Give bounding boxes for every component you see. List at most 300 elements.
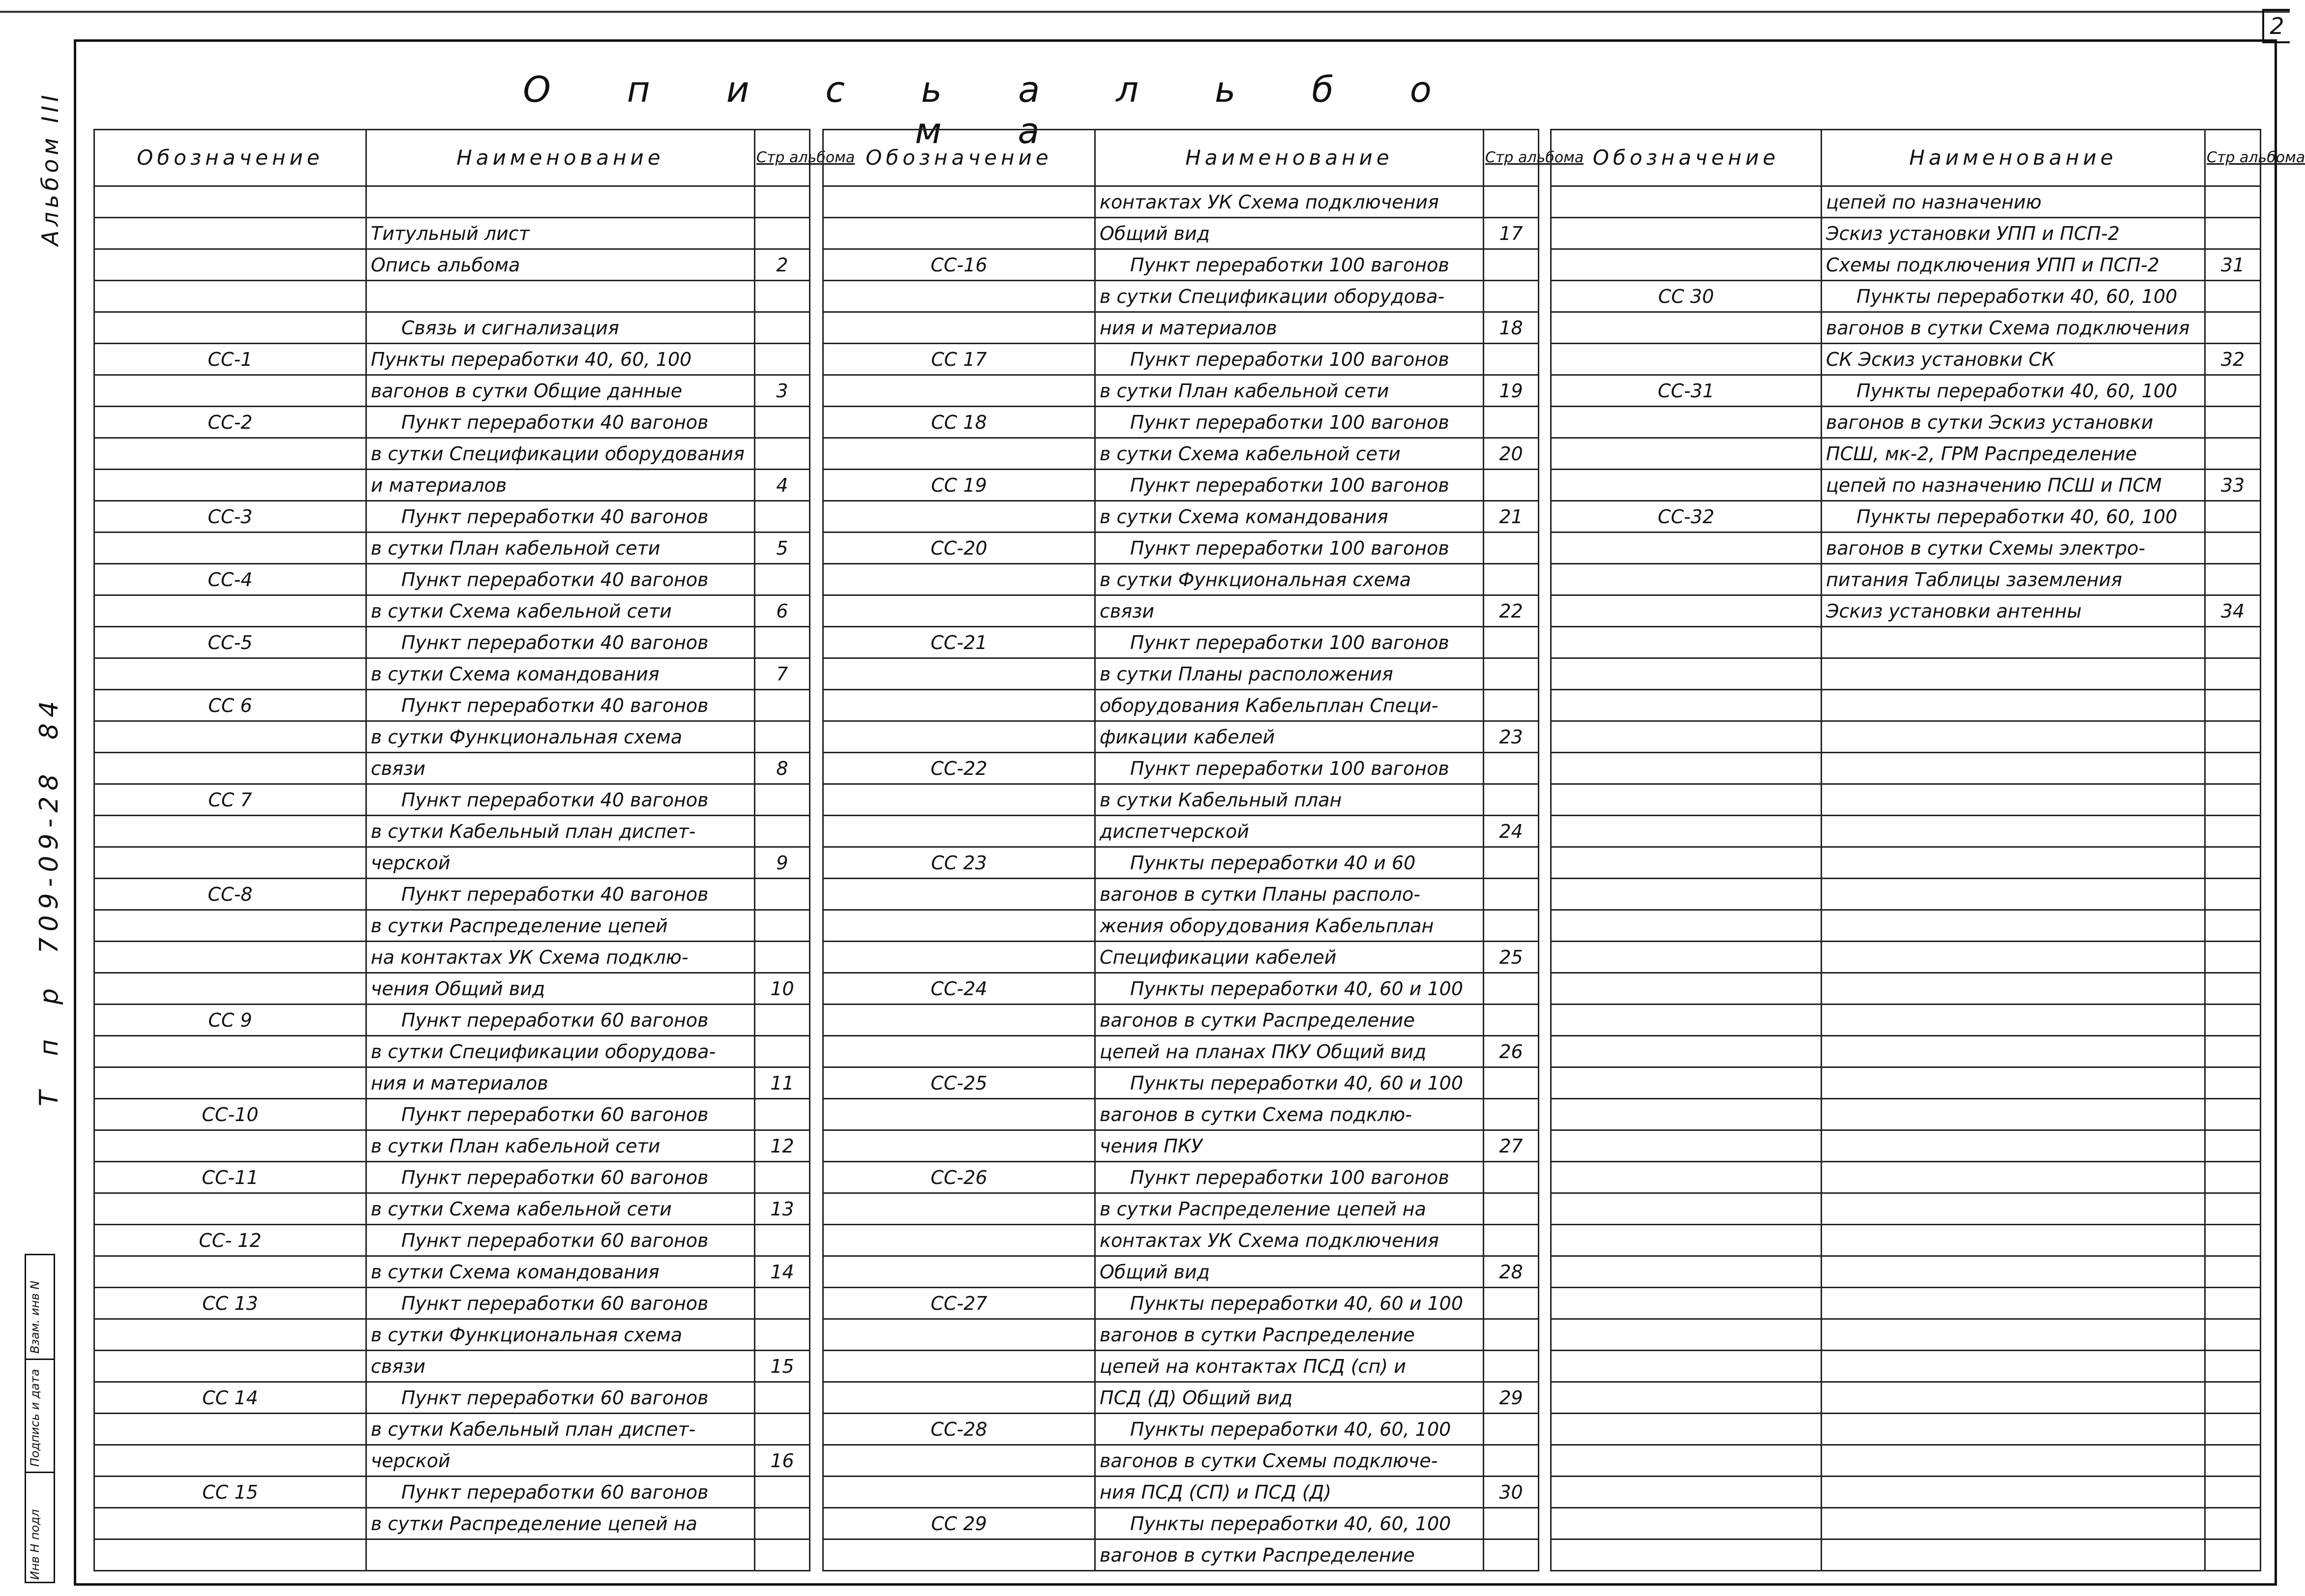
row-code: СС 23 [823,847,1095,879]
row-name: в сутки Схема кабельной сети [1095,438,1484,470]
stamp-label-replacement: Взам. инв N [28,1280,42,1354]
row-code [1551,564,1822,595]
row-name: Пункты переработки 40, 60, 100 [1822,501,2205,532]
empty-cell [1822,847,2205,879]
table-row [94,438,810,470]
row-page [1484,973,1539,1005]
row-name: ПСД (Д) Общий вид [1095,1382,1484,1414]
stamp-divider [26,1359,54,1360]
empty-cell [1551,1288,1822,1319]
table-row [94,501,810,532]
empty-cell [1822,1193,2205,1225]
empty-row [1551,1099,2261,1130]
table-row [94,344,810,375]
row-code [823,438,1095,470]
table-row [823,501,1539,532]
row-code: СС-20 [823,532,1095,564]
table-row [1551,407,2261,438]
empty-row [1551,690,2261,721]
empty-row [1551,1445,2261,1477]
row-code [823,375,1095,407]
row-name: Пункты переработки 40, 60, 100 [1822,281,2205,312]
row-name: в сутки Спецификации оборудования [366,438,755,470]
table-row [94,312,810,344]
row-code [823,879,1095,910]
row-page: 23 [1484,721,1539,753]
row-code [94,942,366,973]
row-name: цепей по назначению ПСШ и ПСМ [1822,470,2205,501]
row-name: в сутки Планы расположения [1095,658,1484,690]
sheet-number: 2 [2262,9,2290,43]
row-code: СС 14 [94,1382,366,1414]
row-name: цепей на контактах ПСД (сп) и [1095,1351,1484,1382]
row-page [755,1319,810,1351]
row-code [94,816,366,847]
table-row [1551,501,2261,532]
row-code [823,910,1095,942]
row-name: чения Общий вид [366,973,755,1005]
row-name: Пункты переработки 40, 60, 100 [366,344,755,375]
table-row [94,1414,810,1445]
row-page [755,501,810,532]
row-code: СС-11 [94,1162,366,1193]
row-page: 29 [1484,1382,1539,1414]
row-page: 22 [1484,595,1539,627]
empty-cell [2205,1225,2261,1256]
empty-row [1551,784,2261,816]
row-page [1484,1099,1539,1130]
row-page [1484,344,1539,375]
row-page [755,564,810,595]
row-code [823,1382,1095,1414]
empty-cell [2205,1099,2261,1130]
empty-cell [2205,816,2261,847]
row-name: связи [366,1351,755,1382]
row-page [755,721,810,753]
stamp-label-signature: Подпись и дата [28,1369,42,1467]
row-page [755,1162,810,1193]
row-page [2205,375,2261,407]
empty-cell [1551,1319,1822,1351]
empty-cell [2205,942,2261,973]
table-row [823,312,1539,344]
row-code [823,564,1095,595]
row-name: в сутки Схема командования [1095,501,1484,532]
row-page: 26 [1484,1036,1539,1067]
table-row [94,847,810,879]
table-row [94,1319,810,1351]
row-page [1484,658,1539,690]
row-code [823,1256,1095,1288]
empty-row [1551,753,2261,784]
row-name: в сутки План кабельной сети [366,532,755,564]
row-name: цепей по назначению [1822,186,2205,218]
table-row [823,186,1539,218]
row-name: Пункты переработки 40, 60, 100 [1095,1414,1484,1445]
row-code [94,532,366,564]
table-row [1551,564,2261,595]
row-name: черской [366,847,755,879]
row-name: Пункты переработки 40, 60 и 100 [1095,1288,1484,1319]
row-page [1484,910,1539,942]
table-row [94,1288,810,1319]
table-row [823,627,1539,658]
row-page [2205,218,2261,249]
row-page [2205,281,2261,312]
table-row [94,1477,810,1508]
table-row [823,721,1539,753]
table-row [823,1193,1539,1225]
empty-cell [1822,1351,2205,1382]
row-code [823,1193,1095,1225]
row-code: СС-26 [823,1162,1095,1193]
approval-stamp [25,1254,55,1583]
contents-table-right [1550,129,2305,1571]
row-page [1484,627,1539,658]
row-page [755,218,810,249]
row-code [94,249,366,281]
table-row [94,249,810,281]
empty-cell [1551,1099,1822,1130]
row-name: чения ПКУ [1095,1130,1484,1162]
empty-cell [2205,1067,2261,1099]
empty-cell [1822,753,2205,784]
row-code: СС 7 [94,784,366,816]
row-page [1484,1508,1539,1539]
empty-cell [1822,627,2205,658]
empty-cell [1822,1445,2205,1477]
row-name: в сутки Спецификации оборудова- [366,1036,755,1067]
table-row [94,910,810,942]
table-row [94,218,810,249]
table-row [823,1005,1539,1036]
header-page: Стр альбома [2205,130,2261,186]
row-name: в сутки Кабельный план [1095,784,1484,816]
top-border-line [0,11,2290,13]
empty-cell [1822,1099,2205,1130]
table-row [823,595,1539,627]
row-code [823,1130,1095,1162]
row-name: связи [366,753,755,784]
header-page: Стр альбома [755,130,810,186]
row-name: в сутки Схема командования [366,1256,755,1288]
empty-cell [1551,1508,1822,1539]
empty-cell [1822,1477,2205,1508]
empty-cell [1822,973,2205,1005]
table-row [823,658,1539,690]
row-name: Пункт переработки 40 вагонов [366,627,755,658]
empty-cell [1551,1539,1822,1571]
empty-cell [1822,658,2205,690]
row-name: и материалов [366,470,755,501]
row-name: контактах УК Схема подключения [1095,1225,1484,1256]
empty-cell [1822,1067,2205,1099]
empty-cell [2205,1414,2261,1445]
row-name: вагонов в сутки Эскиз установки [1822,407,2205,438]
row-name: Пункт переработки 60 вагонов [366,1477,755,1508]
table-row [94,407,810,438]
row-code [823,218,1095,249]
empty-row [1551,1193,2261,1225]
empty-cell [2205,1256,2261,1288]
table-row [823,1256,1539,1288]
row-code: СС-25 [823,1067,1095,1099]
table-row [823,1477,1539,1508]
table-row [823,942,1539,973]
row-name: Эскиз установки УПП и ПСП-2 [1822,218,2205,249]
table-row [1551,249,2261,281]
table-row [94,1005,810,1036]
table-row [823,1319,1539,1351]
row-page [1484,1193,1539,1225]
empty-cell [1551,1256,1822,1288]
row-page [2205,438,2261,470]
empty-cell [2205,1288,2261,1319]
row-code [94,595,366,627]
table-row [823,1099,1539,1130]
row-page [755,816,810,847]
row-page [755,690,810,721]
row-page [755,1225,810,1256]
row-code [1551,344,1822,375]
row-page [1484,407,1539,438]
row-name: Пункт переработки 100 вагонов [1095,407,1484,438]
row-name: Пункт переработки 60 вагонов [366,1099,755,1130]
table-row [1551,312,2261,344]
table-header-row [94,130,810,186]
row-name: в сутки План кабельной сети [1095,375,1484,407]
table-row [823,784,1539,816]
row-page [1484,1225,1539,1256]
row-code [94,375,366,407]
empty-cell [2205,910,2261,942]
row-page [1484,1539,1539,1571]
empty-cell [2205,1319,2261,1351]
row-code [94,973,366,1005]
row-code [1551,532,1822,564]
empty-cell [1822,942,2205,973]
row-name: на контактах УК Схема подклю- [366,942,755,973]
table-row [823,1162,1539,1193]
row-page [755,1477,810,1508]
table-row [94,186,810,218]
empty-row [1551,973,2261,1005]
row-name: Пункты переработки 40, 60 и 100 [1095,973,1484,1005]
row-code [823,1351,1095,1382]
row-page [2205,501,2261,532]
row-page: 24 [1484,816,1539,847]
row-name: Пункт переработки 40 вагонов [366,784,755,816]
row-page [1484,879,1539,910]
empty-cell [2205,1193,2261,1225]
table-header-row [823,130,1539,186]
row-name: Пункты переработки 40, 60, 100 [1095,1508,1484,1539]
row-name: цепей на планах ПКУ Общий вид [1095,1036,1484,1067]
table-row [94,784,810,816]
row-code: СС-5 [94,627,366,658]
side-album-label: Альбом III [37,91,63,246]
row-page [1484,1162,1539,1193]
row-code [823,595,1095,627]
empty-cell [366,1539,755,1571]
row-page [755,186,810,218]
row-name: Общий вид [1095,1256,1484,1288]
row-code [823,501,1095,532]
row-page [755,784,810,816]
row-name: Пункт переработки 40 вагонов [366,501,755,532]
row-page: 20 [1484,438,1539,470]
contents-table-left [93,129,855,1571]
row-code [823,281,1095,312]
table-row [94,1382,810,1414]
row-code [1551,218,1822,249]
row-name: оборудования Кабельплан Специ- [1095,690,1484,721]
row-name [366,281,755,312]
empty-row [1551,1225,2261,1256]
row-code: СС 17 [823,344,1095,375]
empty-cell [1822,816,2205,847]
empty-cell [1822,910,2205,942]
empty-cell [2205,658,2261,690]
empty-row [1551,1005,2261,1036]
row-name: в сутки Распределение цепей на [366,1508,755,1539]
row-code [94,1445,366,1477]
empty-cell [1551,1225,1822,1256]
empty-cell [1551,1193,1822,1225]
table-row [823,1382,1539,1414]
empty-cell [1822,1130,2205,1162]
row-code [823,690,1095,721]
row-code: СС-8 [94,879,366,910]
row-code [823,721,1095,753]
row-page [1484,784,1539,816]
row-code: СС-31 [1551,375,1822,407]
empty-cell [1551,910,1822,942]
row-name: в сутки Кабельный план диспет- [366,1414,755,1445]
row-page [755,1005,810,1036]
table-row [823,1288,1539,1319]
table-row [823,879,1539,910]
row-page: 28 [1484,1256,1539,1288]
row-name: питания Таблицы заземления [1822,564,2205,595]
table-row [94,1162,810,1193]
row-code [94,470,366,501]
table-row [823,1351,1539,1382]
row-code: СС 19 [823,470,1095,501]
table-row [94,1445,810,1477]
row-code [94,186,366,218]
row-page [1484,1288,1539,1319]
stamp-label-inventory: Инв Н подл [28,1509,42,1580]
row-page [755,1288,810,1319]
row-name: Пункт переработки 100 вагонов [1095,753,1484,784]
row-code [94,1193,366,1225]
row-page: 7 [755,658,810,690]
row-code [823,1099,1095,1130]
table-row [823,438,1539,470]
table-row [1551,344,2261,375]
row-code [94,753,366,784]
table-row [94,1225,810,1256]
empty-cell [2205,879,2261,910]
empty-cell [2205,1539,2261,1571]
row-code: СС 9 [94,1005,366,1036]
row-code [94,721,366,753]
table-row [1551,595,2261,627]
empty-cell [1822,879,2205,910]
table-row [94,753,810,784]
empty-cell [1822,1036,2205,1067]
table-row [94,1067,810,1099]
row-code [823,1445,1095,1477]
table-row [94,532,810,564]
empty-row [1551,658,2261,690]
row-code [94,1319,366,1351]
empty-row [1551,1067,2261,1099]
table-row [94,1256,810,1288]
empty-cell [2205,1508,2261,1539]
row-code [823,942,1095,973]
empty-cell [1551,847,1822,879]
row-code [94,281,366,312]
row-page: 13 [755,1193,810,1225]
row-page: 30 [1484,1477,1539,1508]
row-name: в сутки Распределение цепей [366,910,755,942]
table-row [823,910,1539,942]
row-name: Опись альбома [366,249,755,281]
row-code: СС-24 [823,973,1095,1005]
row-page: 27 [1484,1130,1539,1162]
row-page [755,312,810,344]
header-page: Стр альбома [1484,130,1539,186]
row-code: СС 29 [823,1508,1095,1539]
row-code [1551,595,1822,627]
row-code [94,1067,366,1099]
table-row [1551,532,2261,564]
table-row [1551,186,2261,218]
empty-cell [2205,1036,2261,1067]
empty-cell [1551,1005,1822,1036]
row-page [1484,1414,1539,1445]
row-name: Пункт переработки 100 вагонов [1095,1162,1484,1193]
table-header-row [1551,130,2261,186]
row-page: 32 [2205,344,2261,375]
table-row [94,375,810,407]
row-name: Пункт переработки 60 вагонов [366,1225,755,1256]
row-page [1484,532,1539,564]
row-code: СС-10 [94,1099,366,1130]
empty-cell [1822,1005,2205,1036]
row-page: 2 [755,249,810,281]
empty-row [1551,1382,2261,1414]
table-row [1551,438,2261,470]
row-page [1484,1319,1539,1351]
row-page [755,910,810,942]
row-page [755,942,810,973]
table-row [94,973,810,1005]
table-row [94,879,810,910]
row-name: в сутки Функциональная схема [366,1319,755,1351]
row-code: СС-2 [94,407,366,438]
empty-cell [1822,1539,2205,1571]
row-page [2205,312,2261,344]
row-name: Пункт переработки 40 вагонов [366,879,755,910]
empty-row [1551,1414,2261,1445]
row-code [94,658,366,690]
table-row [823,281,1539,312]
empty-row [1551,847,2261,879]
row-name: Пункт переработки 100 вагонов [1095,344,1484,375]
